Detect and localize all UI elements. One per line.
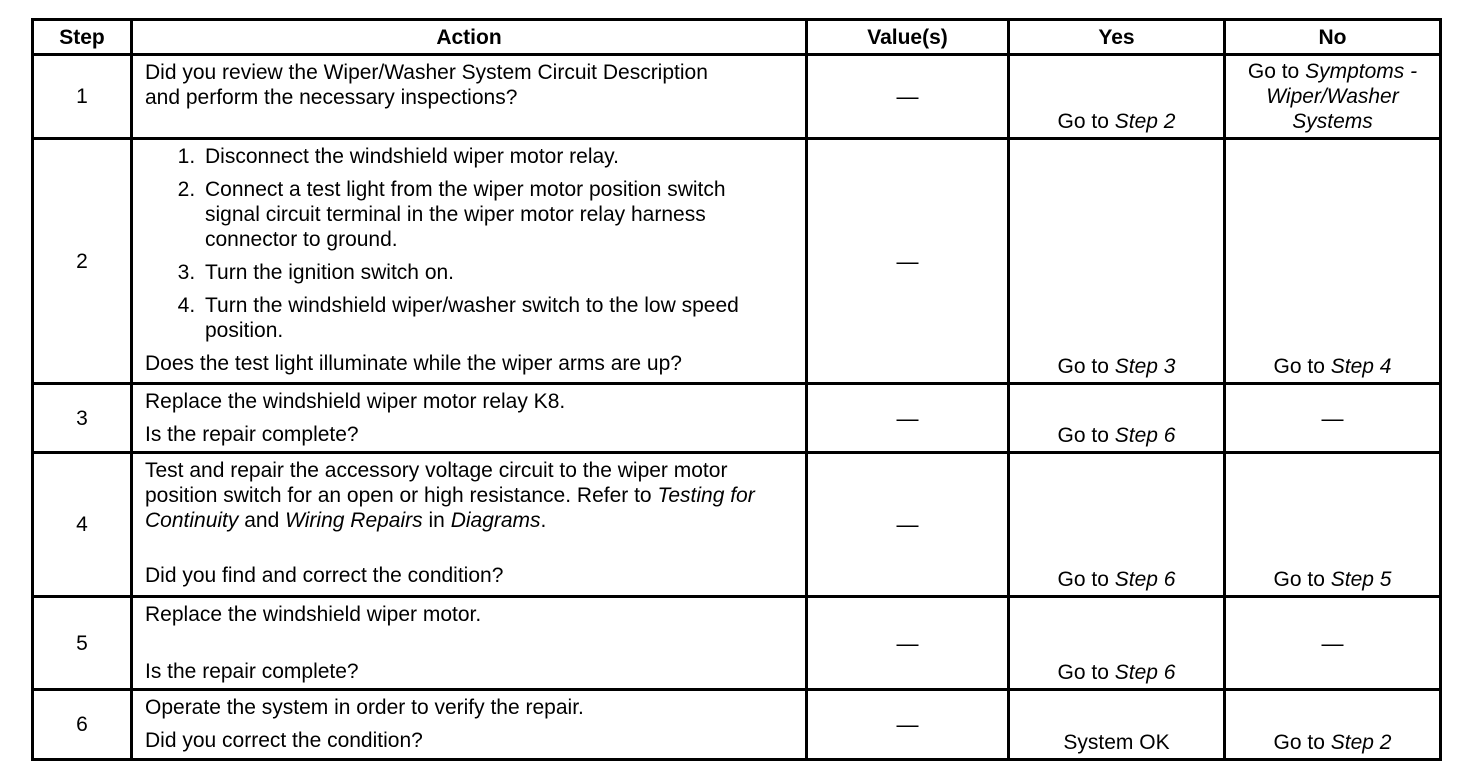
yes-cell: [1009, 453, 1225, 597]
step-question: Is the repair complete?: [145, 423, 359, 446]
step-question: Did you find and correct the condition?: [145, 564, 504, 587]
header-step: Step: [33, 20, 132, 55]
header-no: No: [1225, 20, 1441, 55]
yes-prefix: Go to: [1057, 568, 1109, 591]
no-cell: [1225, 453, 1441, 597]
yes-prefix: Go to: [1057, 661, 1109, 684]
step-number: 6: [33, 690, 132, 760]
no-prefix: Go to: [1273, 355, 1325, 378]
yes-cell: [1009, 55, 1225, 139]
yes-prefix: Go to: [1057, 110, 1109, 133]
no-step-link[interactable]: Step 4: [1330, 355, 1392, 378]
table-row: [33, 139, 1441, 384]
ref-diagrams-link[interactable]: Diagrams: [450, 509, 541, 532]
step-number: 4: [33, 453, 132, 597]
no-prefix: Go to: [1247, 60, 1300, 83]
values-dash: —: [807, 690, 1009, 760]
step-question: Does the test light illuminate while the wiper arms are up?: [145, 352, 682, 375]
substep-item: 4. Turn the windshield wiper/washer switch to the low speed position.: [201, 293, 765, 343]
ref-testing-continuity-link[interactable]: Testing for Continuity: [145, 484, 755, 532]
action-text-and: and: [244, 509, 280, 532]
action-text: Replace the windshield wiper motor relay K8.: [145, 390, 566, 413]
action-text: Did you review the Wiper/Washer System Circuit Description and perform the necessary inspections?: [145, 61, 708, 109]
diagnostic-table: [31, 18, 1442, 761]
no-step-link[interactable]: Step 5: [1330, 568, 1392, 591]
action-cell: [132, 55, 807, 139]
substep-list: [145, 144, 795, 343]
yes-cell: [1009, 597, 1225, 690]
step-number: 1: [33, 55, 132, 139]
values-dash: —: [807, 597, 1009, 690]
substep-item: 1. Disconnect the windshield wiper motor relay.: [201, 144, 765, 169]
step-number: 2: [33, 139, 132, 384]
step-question: Is the repair complete?: [145, 660, 359, 683]
action-text-main: Test and repair the accessory voltage circuit to the wiper motor position switch for an open or high resistance. Refer to: [145, 459, 728, 507]
no-step-link[interactable]: Step 2: [1330, 731, 1392, 754]
table-row: [33, 690, 1441, 760]
yes-step-link[interactable]: Step 3: [1114, 355, 1176, 378]
action-cell: [132, 139, 807, 384]
ref-wiring-repairs-link[interactable]: Wiring Repairs: [285, 509, 423, 532]
yes-step-link[interactable]: Step 6: [1114, 424, 1176, 447]
yes-cell: [1009, 690, 1225, 760]
action-text-in: in: [428, 509, 445, 532]
substep-item: 3. Turn the ignition switch on.: [201, 260, 765, 285]
values-dash: —: [807, 453, 1009, 597]
yes-cell: [1009, 384, 1225, 453]
action-text-period: .: [540, 509, 547, 532]
values-dash: —: [807, 55, 1009, 139]
no-prefix: Go to: [1273, 568, 1325, 591]
substep-item: 2. Connect a test light from the wiper motor position switch signal circuit terminal in the wiper motor relay harness connector to ground.: [201, 177, 765, 252]
no-dash: —: [1225, 384, 1441, 453]
table-row: [33, 597, 1441, 690]
action-cell: [132, 384, 807, 453]
step-number: 3: [33, 384, 132, 453]
values-dash: —: [807, 139, 1009, 384]
values-dash: —: [807, 384, 1009, 453]
header-values: Value(s): [807, 20, 1009, 55]
yes-prefix: Go to: [1057, 424, 1109, 447]
no-prefix: Go to: [1273, 731, 1325, 754]
action-text: [145, 458, 795, 533]
yes-step-link[interactable]: Step 6: [1114, 568, 1176, 591]
header-action: Action: [132, 20, 807, 55]
header-row: [33, 20, 1441, 55]
no-symptoms-link[interactable]: Symptoms - Wiper/Washer Systems: [1266, 60, 1418, 133]
table-row: [33, 55, 1441, 139]
yes-prefix: Go to: [1057, 355, 1109, 378]
yes-step-link[interactable]: Step 6: [1114, 661, 1176, 684]
action-text: Operate the system in order to verify the repair.: [145, 696, 584, 719]
header-yes: Yes: [1009, 20, 1225, 55]
action-cell: [132, 597, 807, 690]
no-dash: —: [1225, 597, 1441, 690]
no-cell: [1225, 690, 1441, 760]
yes-result: System OK: [1063, 731, 1170, 754]
action-cell: [132, 690, 807, 760]
no-cell: [1225, 139, 1441, 384]
yes-step-link[interactable]: Step 2: [1114, 110, 1176, 133]
step-number: 5: [33, 597, 132, 690]
action-cell: [132, 453, 807, 597]
step-question: Did you correct the condition?: [145, 729, 423, 752]
table-row: [33, 384, 1441, 453]
table-row: [33, 453, 1441, 597]
action-text: Replace the windshield wiper motor.: [145, 603, 482, 626]
no-cell: [1225, 55, 1441, 139]
yes-cell: [1009, 139, 1225, 384]
